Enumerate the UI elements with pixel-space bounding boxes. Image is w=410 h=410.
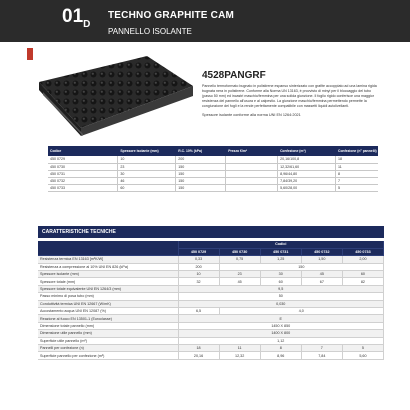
- table-cell: 8,96: [260, 352, 301, 359]
- code-header-cell: 450 0732: [301, 248, 342, 255]
- table-cell: 11: [219, 344, 260, 351]
- table-cell: 30: [260, 271, 301, 278]
- table-cell: 60: [260, 278, 301, 285]
- table-row: [38, 322, 384, 329]
- table-cell: 20,16: [178, 352, 219, 359]
- table-row: [38, 263, 384, 270]
- table-cell: [226, 177, 278, 184]
- product-code: 4528PANGRF: [202, 70, 266, 81]
- table-cell: 150: [219, 263, 383, 270]
- page-title: TECHNO GRAPHITE CAM: [108, 10, 235, 21]
- table-row: [38, 256, 384, 263]
- table-cell: 8: [260, 344, 301, 351]
- row-label: Spessore totale equivalente UNI EN 1264/3 (mm): [38, 285, 178, 292]
- table-cell: 67: [301, 278, 342, 285]
- table-cell: 7: [336, 177, 378, 184]
- row-label: Resistenza a compressione al 10% UNI EN 826 (kPa): [38, 263, 178, 270]
- table-cell: 450 0730: [48, 163, 118, 170]
- table-cell: 30: [118, 170, 176, 177]
- table-header-cell: Prezzo €/m²: [226, 146, 278, 156]
- insulation-panel-illustration: [35, 52, 195, 136]
- brand-tag: [27, 48, 33, 60]
- table-cell: 1,25: [260, 256, 301, 263]
- row-label: Resistenza termica EN 13163 [m²K/W]: [38, 256, 178, 263]
- table-cell: 450 0731: [48, 170, 118, 177]
- section-title: CARATTERISTICHE TECNICHE: [38, 226, 384, 238]
- table-header-cell: Spessore isolante (mm): [118, 146, 176, 156]
- table-row: [38, 293, 384, 300]
- table-cell: 5,60: [342, 352, 383, 359]
- table-header-cell: Codice: [48, 146, 118, 156]
- row-label: Superficie utile pannello (m²): [38, 337, 178, 344]
- table-row: [38, 300, 384, 307]
- table-cell: 10: [178, 271, 219, 278]
- row-label: Conduttività termica UNI EN 12667 (W/mK): [38, 300, 178, 307]
- table-cell: 7,84/39,20: [278, 177, 336, 184]
- product-info: [202, 70, 382, 117]
- table-cell: 11: [336, 163, 378, 170]
- chapter-number: $01_D$: [62, 6, 91, 30]
- table-cell: 32: [178, 278, 219, 285]
- codes-label: Codici: [178, 241, 384, 248]
- table-row: [38, 285, 384, 292]
- table-cell: 0,33: [178, 256, 219, 263]
- row-label: Dimensione utile pannello (mm): [38, 330, 178, 337]
- table-row: [38, 330, 384, 337]
- table-cell: 82: [342, 278, 383, 285]
- product-standard: Spessore isolante conforme alla norma UNI EN 1264:2021: [202, 113, 301, 117]
- table-row: [38, 315, 384, 322]
- table-cell: 8,96/44,80: [278, 170, 336, 177]
- table-cell: 46: [118, 177, 176, 184]
- table-cell: 23: [118, 163, 176, 170]
- table-cell: 1400 X 800: [178, 330, 384, 337]
- row-label: Pannelli per confezione (n): [38, 344, 178, 351]
- table-cell: 5,60/28,00: [278, 184, 336, 191]
- table-cell: 9,5: [178, 285, 384, 292]
- table-row: [48, 163, 378, 170]
- table-cell: 2,00: [342, 256, 383, 263]
- table-row: [48, 156, 378, 163]
- row-label: Dimensione totale pannello (mm): [38, 322, 178, 329]
- table-row: [38, 344, 384, 351]
- table-row: [38, 352, 384, 359]
- row-label: Spessore isolante (mm): [38, 271, 178, 278]
- row-label: Passo minimo di posa tubo (mm): [38, 293, 178, 300]
- table-cell: 5: [342, 344, 383, 351]
- code-header-cell: 450 0733: [342, 248, 383, 255]
- table-cell: 6,5: [178, 308, 219, 315]
- page-header: [0, 0, 410, 42]
- table-cell: 1,12: [178, 337, 384, 344]
- table-cell: 7,84: [301, 352, 342, 359]
- table-row: [38, 278, 384, 285]
- table-cell: 20,16/100,8: [278, 156, 336, 163]
- table-cell: 45: [301, 271, 342, 278]
- table-cell: 18: [336, 156, 378, 163]
- table-cell: 5: [336, 184, 378, 191]
- table-cell: 450 0733: [48, 184, 118, 191]
- table-row: [48, 170, 378, 177]
- table-header-cell: R.C. 10% (kPa): [176, 146, 226, 156]
- code-header-cell: 450 0731: [260, 248, 301, 255]
- table-cell: 8: [336, 170, 378, 177]
- table-cell: [226, 156, 278, 163]
- table-row: [38, 271, 384, 278]
- table-cell: [226, 184, 278, 191]
- table-cell: 18: [178, 344, 219, 351]
- table-cell: 50: [178, 293, 384, 300]
- table-cell: 0,030: [178, 300, 384, 307]
- table-cell: E: [178, 315, 384, 322]
- table-cell: [226, 170, 278, 177]
- table-cell: [226, 163, 278, 170]
- row-label: Spessore totale (mm): [38, 278, 178, 285]
- table-cell: 12,32: [219, 352, 260, 359]
- table-header-cell: Confezione (m²): [278, 146, 336, 156]
- technical-table: [38, 241, 384, 360]
- row-label: Accostamento acqua UNI EN 12087 (%): [38, 308, 178, 315]
- table-cell: 450 0729: [48, 156, 118, 163]
- table-cell: 150: [176, 177, 226, 184]
- table-row: [38, 308, 384, 315]
- table-cell: 200: [178, 263, 219, 270]
- table-cell: 1,50: [301, 256, 342, 263]
- table-cell: 450 0732: [48, 177, 118, 184]
- row-label: Reazione al fuoco EN 13501-1 (Euroclasse): [38, 315, 178, 322]
- table-cell: 150: [176, 184, 226, 191]
- table-cell: 150: [176, 163, 226, 170]
- table-header-cell: Confezione (n° pannelli): [336, 146, 378, 156]
- header-spacer: [38, 241, 178, 256]
- product-description: Pannello termoformato bugnato in polistirene espanso sinterizzato con grafite accoppiato ad una lamina rigida bugnata nera in polistirene. Conforme alla Norma UN 13163, è provvisto di minyi per il bloccaggio del tubo (passo 50 mm) ed incastri maschio/femmina per una solida giunzione. Il foglio rigido conferisce una maggior resistenza del pannello all'usura e al calpestio. La giunzione maschio/femmina permettendo permette la congiunzione dei fogli e la rende perfettamente compatibile con massetti liquidi autolivellanti.: [202, 84, 377, 108]
- codes-header-row: [38, 241, 384, 248]
- table-cell: 4,0: [219, 308, 383, 315]
- table-row: [48, 184, 378, 191]
- table-cell: 1450 X 850: [178, 322, 384, 329]
- table-cell: 10: [118, 156, 176, 163]
- table-cell: 12,32/61,60: [278, 163, 336, 170]
- table-cell: 60: [118, 184, 176, 191]
- product-image: [35, 52, 195, 136]
- table-cell: 0,75: [219, 256, 260, 263]
- table-cell: 45: [219, 278, 260, 285]
- page-subtitle: PANNELLO ISOLANTE: [108, 27, 192, 36]
- table-cell: 7: [301, 344, 342, 351]
- code-header-cell: 450 0730: [219, 248, 260, 255]
- table-cell: 23: [219, 271, 260, 278]
- row-label: Superficie pannello per confezione (m²): [38, 352, 178, 359]
- table-row: [38, 337, 384, 344]
- code-header-cell: 450 0729: [178, 248, 219, 255]
- table-cell: 200: [176, 156, 226, 163]
- table-row: [48, 177, 378, 184]
- price-table: [48, 146, 378, 192]
- table-cell: 150: [176, 170, 226, 177]
- table-cell: 60: [342, 271, 383, 278]
